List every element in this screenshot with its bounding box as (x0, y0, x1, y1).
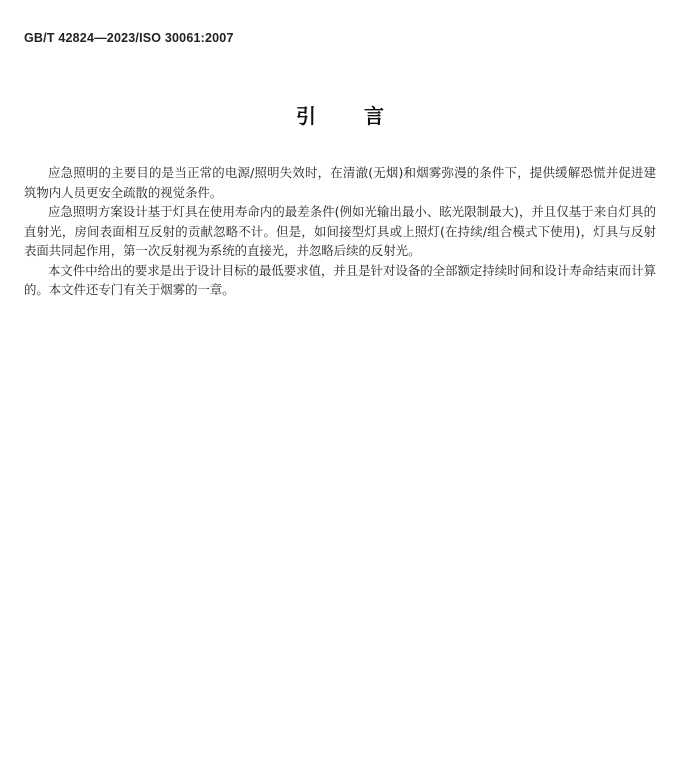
standard-number-header: GB/T 42824—2023/ISO 30061:2007 (24, 31, 234, 45)
title-char-2: 言 (364, 104, 384, 128)
section-title (0, 100, 680, 129)
paragraph-1: 应急照明的主要目的是当正常的电源/照明失效时，在清澈(无烟)和烟雾弥漫的条件下，提供缓解恐慌并促进建筑物内人员更安全疏散的视觉条件。 (24, 165, 656, 200)
paragraph-3: 本文件中给出的要求是出于设计目标的最低要求值，并且是针对设备的全部额定持续时间和设计寿命结束而计算的。本文件还专门有关于烟雾的一章。 (24, 262, 656, 297)
introduction-body (24, 163, 656, 300)
title-char-1: 引 (296, 104, 316, 128)
paragraph-2: 应急照明方案设计基于灯具在使用寿命内的最差条件(例如光输出最小、眩光限制最大)，并且仅基于来自灯具的直射光，房间表面相互反射的贡献忽略不计。但是，如间接型灯具或上照灯(在持续/组合模式下使用)，灯具与反射表面共同起作用，第一次反射视为系统的直接光，并忽略后续的反射光。 (24, 204, 656, 258)
